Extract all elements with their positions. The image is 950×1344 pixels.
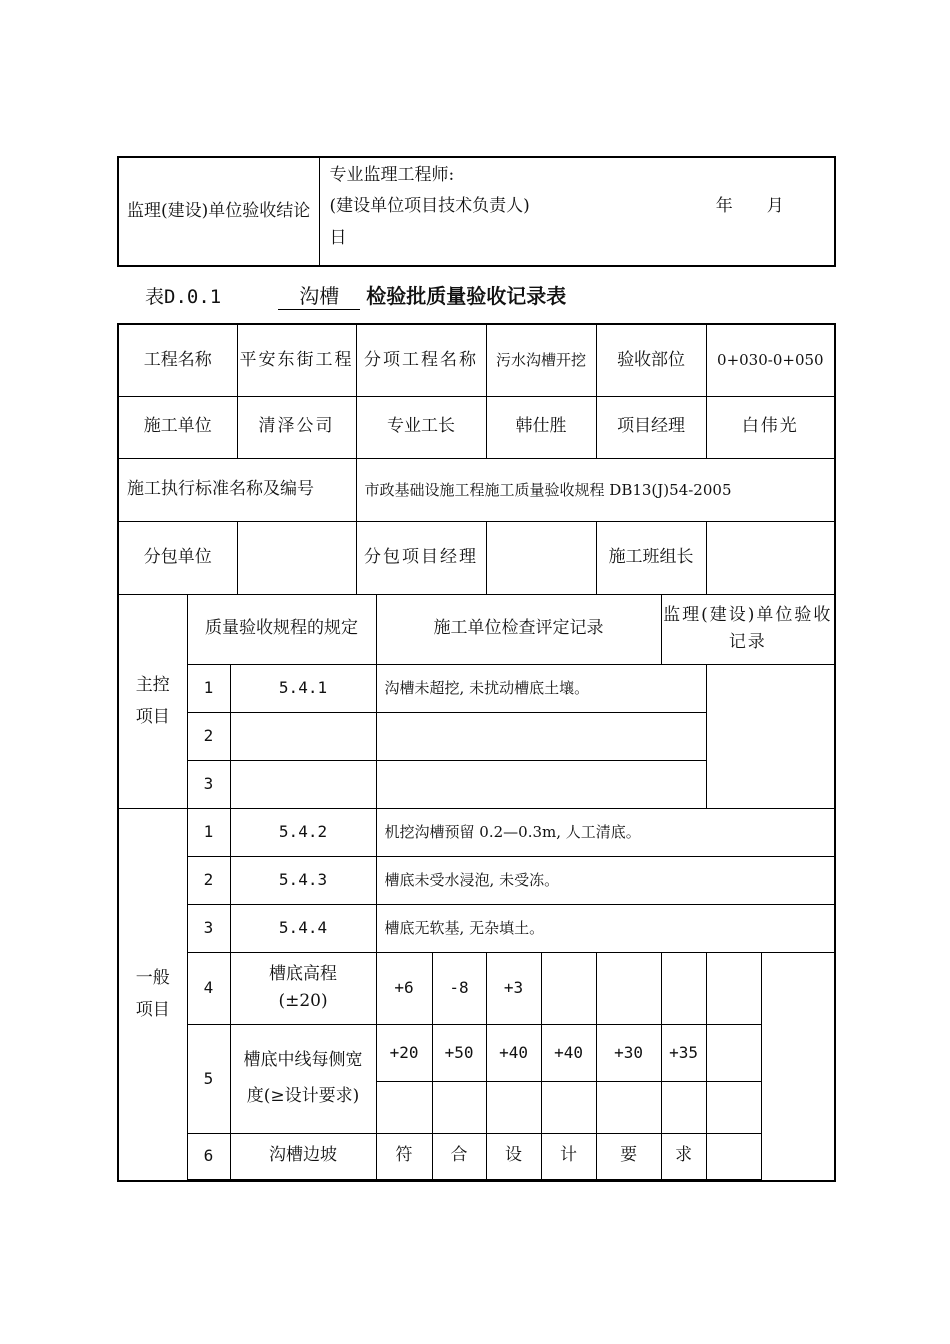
day-label: 日 bbox=[329, 227, 347, 248]
record-column-header: 施工单位检查评定记录 bbox=[376, 594, 661, 664]
general-row-5b-value-2 bbox=[432, 1081, 486, 1133]
form-code: 表D.0.1 bbox=[145, 286, 222, 308]
general-row-5b-value-3 bbox=[486, 1081, 541, 1133]
general-row-5-value-5: +30 bbox=[596, 1024, 661, 1081]
general-row-4-item: 槽底高程(±20) bbox=[230, 952, 376, 1024]
form-title-text: 检验批质量验收记录表 bbox=[366, 284, 567, 308]
sub-project-label: 分项工程名称 bbox=[356, 324, 486, 396]
location-label: 验收部位 bbox=[596, 324, 706, 396]
general-row-6-value-4: 计 bbox=[541, 1133, 596, 1179]
main-row-1-record: 沟槽未超挖, 未扰动槽底土壤。 bbox=[376, 664, 706, 712]
general-row-5-supervisor bbox=[706, 1024, 761, 1081]
sub-project-value: 污水沟槽开挖 bbox=[486, 324, 596, 396]
standard-label: 施工执行标准名称及编号 bbox=[118, 458, 356, 521]
general-row-1-clause: 5.4.2 bbox=[230, 808, 376, 856]
general-row-5-value-4: +40 bbox=[541, 1024, 596, 1081]
general-row-4-value-2: -8 bbox=[432, 952, 486, 1024]
main-supervisor-cell bbox=[706, 664, 835, 808]
sub-pm-value bbox=[486, 521, 596, 594]
main-row-2-record bbox=[376, 712, 706, 760]
general-row-5-no: 5 bbox=[187, 1024, 230, 1133]
spec-column-header: 质量验收规程的规定 bbox=[187, 594, 376, 664]
general-row-6-value-2: 合 bbox=[432, 1133, 486, 1179]
main-row-1-no: 1 bbox=[187, 664, 230, 712]
general-row-4-value-3: +3 bbox=[486, 952, 541, 1024]
sub-pm-label: 分包项目经理 bbox=[356, 521, 486, 594]
table-end bbox=[187, 1179, 835, 1181]
conclusion-label: 监理(建设)单位验收结论 bbox=[118, 157, 319, 266]
general-row-3-no: 3 bbox=[187, 904, 230, 952]
general-row-6-value-3: 设 bbox=[486, 1133, 541, 1179]
pm-label: 项目经理 bbox=[596, 396, 706, 458]
form-item-name: 沟槽 bbox=[278, 280, 360, 310]
general-row-5-value-3: +40 bbox=[486, 1024, 541, 1081]
general-items-label bbox=[118, 808, 187, 1181]
general-row-2-clause: 5.4.3 bbox=[230, 856, 376, 904]
main-row-3-clause bbox=[230, 760, 376, 808]
main-row-3-no: 3 bbox=[187, 760, 230, 808]
general-row-2-no: 2 bbox=[187, 856, 230, 904]
standard-value: 市政基础设施工程施工质量验收规程 DB13(J)54-2005 bbox=[356, 458, 835, 521]
general-row-5-value-2: +50 bbox=[432, 1024, 486, 1081]
general-row-4-value-1: +6 bbox=[376, 952, 432, 1024]
general-row-5-value-6: +35 bbox=[661, 1024, 706, 1081]
contractor-value: 清泽公司 bbox=[237, 396, 356, 458]
general-items-label-text: 一般项目 bbox=[135, 967, 170, 1020]
main-row-2-no: 2 bbox=[187, 712, 230, 760]
general-row-6-value-1: 符 bbox=[376, 1133, 432, 1179]
owner-label: (建设单位项目技术负责人) bbox=[329, 196, 530, 217]
supervisor-column-header: 监理(建设)单位验收记录 bbox=[661, 594, 835, 664]
general-row-6-value-5: 要 bbox=[596, 1133, 661, 1179]
main-row-2-clause bbox=[230, 712, 376, 760]
general-row-6-value-6: 求 bbox=[661, 1133, 706, 1179]
general-row-3-clause: 5.4.4 bbox=[230, 904, 376, 952]
general-row-6-item: 沟槽边坡 bbox=[230, 1133, 376, 1179]
team-leader-label: 施工班组长 bbox=[596, 521, 706, 594]
contractor-label: 施工单位 bbox=[118, 396, 237, 458]
subcontractor-label: 分包单位 bbox=[118, 521, 237, 594]
main-items-label-text: 主控项目 bbox=[135, 674, 170, 727]
main-row-1-clause: 5.4.1 bbox=[230, 664, 376, 712]
foreman-label: 专业工长 bbox=[356, 396, 486, 458]
year-label: 年 bbox=[715, 196, 733, 217]
owner-line bbox=[330, 191, 835, 222]
form-title bbox=[145, 280, 566, 310]
general-row-1-record: 机挖沟槽预留 0.2—0.3m, 人工清底。 bbox=[376, 808, 835, 856]
main-row-3-record bbox=[376, 760, 706, 808]
subcontractor-value bbox=[237, 521, 356, 594]
engineer-label: 专业监理工程师: bbox=[329, 165, 455, 185]
general-row-4-value-6 bbox=[661, 952, 706, 1024]
month-label: 月 bbox=[766, 196, 784, 217]
general-row-5b-value-4 bbox=[541, 1081, 596, 1133]
general-row-1-no: 1 bbox=[187, 808, 230, 856]
pm-value: 白伟光 bbox=[706, 396, 835, 458]
general-row-5b-value-5 bbox=[596, 1081, 661, 1133]
project-name-label: 工程名称 bbox=[118, 324, 237, 396]
general-row-4-no: 4 bbox=[187, 952, 230, 1024]
inspection-record-table bbox=[117, 323, 836, 1182]
general-row-4-supervisor bbox=[706, 952, 761, 1024]
foreman-value: 韩仕胜 bbox=[486, 396, 596, 458]
general-row-3-record: 槽底无软基, 无杂填土。 bbox=[376, 904, 835, 952]
general-row-6-supervisor bbox=[706, 1133, 761, 1179]
general-row-5-item: 槽底中线每侧宽度(≥设计要求) bbox=[230, 1024, 376, 1133]
location-value: 0+030-0+050 bbox=[706, 324, 835, 396]
main-items-label bbox=[118, 594, 187, 808]
general-row-5b-supervisor bbox=[706, 1081, 761, 1133]
conclusion-table bbox=[117, 156, 836, 267]
general-row-5b-value-6 bbox=[661, 1081, 706, 1133]
general-row-4-value-5 bbox=[596, 952, 661, 1024]
general-row-5-value-1: +20 bbox=[376, 1024, 432, 1081]
project-name-value: 平安东街工程 bbox=[237, 324, 356, 396]
general-row-5b-value-1 bbox=[376, 1081, 432, 1133]
general-row-2-record: 槽底未受水浸泡, 未受冻。 bbox=[376, 856, 835, 904]
general-row-6-no: 6 bbox=[187, 1133, 230, 1179]
conclusion-signature-area bbox=[319, 157, 835, 266]
team-leader-value bbox=[706, 521, 835, 594]
general-row-4-value-4 bbox=[541, 952, 596, 1024]
